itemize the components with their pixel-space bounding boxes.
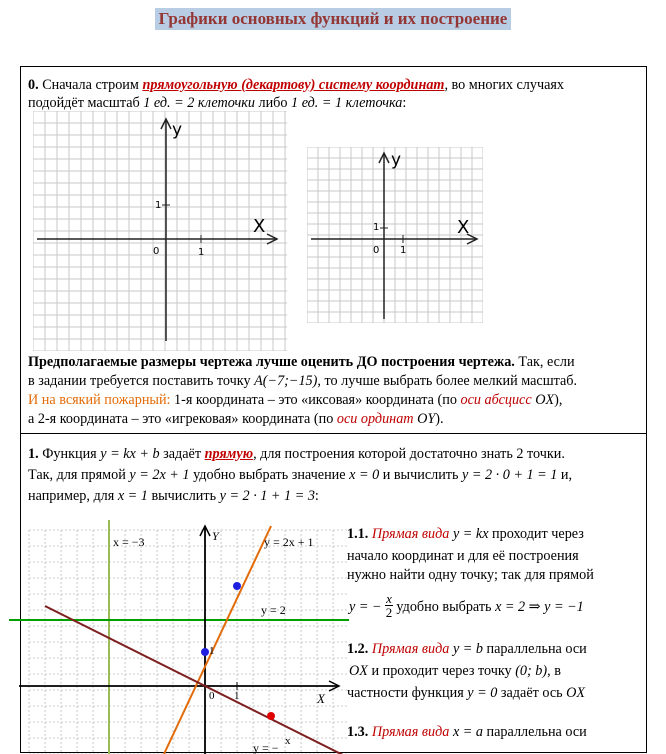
s0-num: 0. [28,77,39,93]
s0-l1c: , во многих случаях [444,77,565,93]
s1-l2b: y = 2x + 1 [129,467,190,483]
s1-l3e: : [314,488,319,504]
s1-l2g: и, [557,467,573,483]
s1-l1c: задаёт [159,446,205,462]
r12e: и проходит через точку [367,663,516,679]
s0-l2b: 1 ед. = 2 клеточки [143,95,255,111]
line-2x-plus-1 [164,526,271,754]
r11e: нужно найти одну точку; так для прямой [347,567,594,583]
r13b: x = a [449,724,483,740]
r12h: частности функция [347,685,468,701]
r11-line4 [349,591,584,621]
s0-p2c: , то лучше выбрать более мелкий масштаб. [317,373,578,389]
g2-one-x: 1 [400,245,407,256]
r12f: (0; b) [515,663,548,679]
g2-x-label: X [457,217,470,238]
s0-l1b: прямоугольную (декартову) систему координат [142,77,445,93]
r13-num: 1.3. [347,724,369,740]
s0-l2e: : [402,95,407,111]
lbl-y-2: y = 2 [261,603,286,617]
r11-num: 1.1. [347,526,369,542]
r11i: удобно выбрать [396,598,496,615]
r13a: Прямая вида [368,724,450,740]
r12-line1 [347,639,587,659]
g2-one-y: 1 [373,222,380,233]
r11d: начало координат и для её построения [347,548,579,564]
page-title: Графики основных функций и их построение [155,8,512,30]
s1-line1 [28,444,565,464]
r11j: x = 2 ⇒ y = −1 [495,598,584,615]
r12a: Прямая вида [368,641,450,657]
s1-l3b: x = 1 [117,488,148,504]
s0-line1 [28,75,564,95]
s0-p3a: И на всякий пожарный: [28,392,171,408]
s0-l2d: 1 ед. = 1 клеточка [291,95,403,111]
s0-para2 [28,371,577,391]
s0-para3 [28,390,562,410]
frac-num: x [386,591,392,606]
s0-l2c: либо [254,95,292,111]
s1-l1e: , для построения которой достаточно знать 2 точки. [253,446,565,462]
s1-l2e: и вычислить [379,467,463,483]
s1-num: 1. [28,446,39,462]
r13c: параллельна оси [483,724,587,740]
r11-line3 [347,565,594,585]
section-0-box [20,66,647,434]
s1-l2d: x = 0 [349,467,380,483]
s1-l1d: прямую [204,446,254,462]
s0-p2a: в задании требуется поставить точку [28,373,255,389]
s1-l2f: y = 2 · 0 + 1 = 1 [462,467,558,483]
grid-diagram-1 [33,111,287,351]
s0-p1b: Так, если [514,354,575,370]
r12d: OX [349,663,368,679]
lbl-x-minus-3: x = −3 [113,535,145,549]
r11a: Прямая вида [368,526,450,542]
g1-x-label: X [253,216,266,237]
g2-zero: 0 [373,245,380,256]
s1-l3d: y = 2 · 1 + 1 = 3 [219,488,315,504]
s1-l3a: например, для [28,488,118,504]
g1-one-x: 1 [198,247,205,258]
s0-p2b: A(−7;−15) [254,373,318,389]
r12-num: 1.2. [347,641,369,657]
g1-one-y: 1 [155,200,162,211]
r11-line2 [347,546,579,566]
s0-p4d: ). [435,411,444,427]
r12b: y = b [449,641,483,657]
s0-p1a: Предполагаемые размеры чертежа лучше оценить ДО построения чертежа. [28,354,515,370]
lbl-x-axis: X [317,691,325,706]
fraction [385,592,393,619]
lbl-bottom-x: x [285,735,291,747]
linear-function-chart [9,520,349,754]
lbl-one-y: 1 [209,645,215,657]
r12i: y = 0 [467,685,498,701]
lbl-zero: 0 [209,690,215,702]
lbl-one-x: 1 [234,690,240,702]
s0-p4c: OY [413,411,436,427]
s1-l3c: вычислить [147,488,220,504]
frac-den: 2 [385,605,393,620]
r12k: OX [566,685,586,701]
s1-line2 [28,465,572,485]
line-minus-half-x [45,606,349,754]
section-1-box [20,433,647,753]
s0-p3d: OX [531,392,555,408]
s0-para4 [28,409,444,429]
r11c: проходит через [488,526,584,542]
r12-line3 [347,683,585,703]
r11f: y = − [349,598,382,615]
lbl-bottom: y = − [253,741,279,754]
s0-p3b: 1-я координата – это «иксовая» координата (по [170,392,461,408]
s0-l2a: подойдёт масштаб [28,95,144,111]
s0-para1 [28,352,575,372]
r12g: , в [547,663,561,679]
point-1-3 [233,582,241,590]
s1-l1a: Функция [38,446,101,462]
s1-l1b: y = kx + b [100,446,160,462]
r11-line1 [347,524,584,544]
title-wrap [0,8,666,30]
point-2-minus-1 [267,712,275,720]
g1-y-label: y [172,120,183,140]
s0-line2 [28,93,406,113]
r12c: параллельна оси [483,641,587,657]
s0-p4b: оси ординат [336,411,414,427]
lbl-line-2x1: y = 2x + 1 [264,535,314,549]
r12-line2 [349,661,561,681]
r11b: y = kx [449,526,489,542]
s0-p4a: а 2-я координата – это «игрековая» координата (по [28,411,337,427]
s1-l2c: удобно выбрать значение [189,467,350,483]
s0-p3c: оси абсцисс [460,392,532,408]
point-0-1 [201,648,209,656]
r13-line1 [347,722,587,742]
s1-line3 [28,486,319,506]
s1-l2a: Так, для прямой [28,467,130,483]
s0-p3e: ), [554,392,563,408]
s0-l1a: Сначала строим [38,77,143,93]
r12j: задаёт ось [497,685,567,701]
lbl-y-axis: Y [212,529,219,543]
g1-zero: 0 [153,246,160,257]
g2-y-label: y [391,150,402,170]
grid-diagram-2 [307,147,483,323]
